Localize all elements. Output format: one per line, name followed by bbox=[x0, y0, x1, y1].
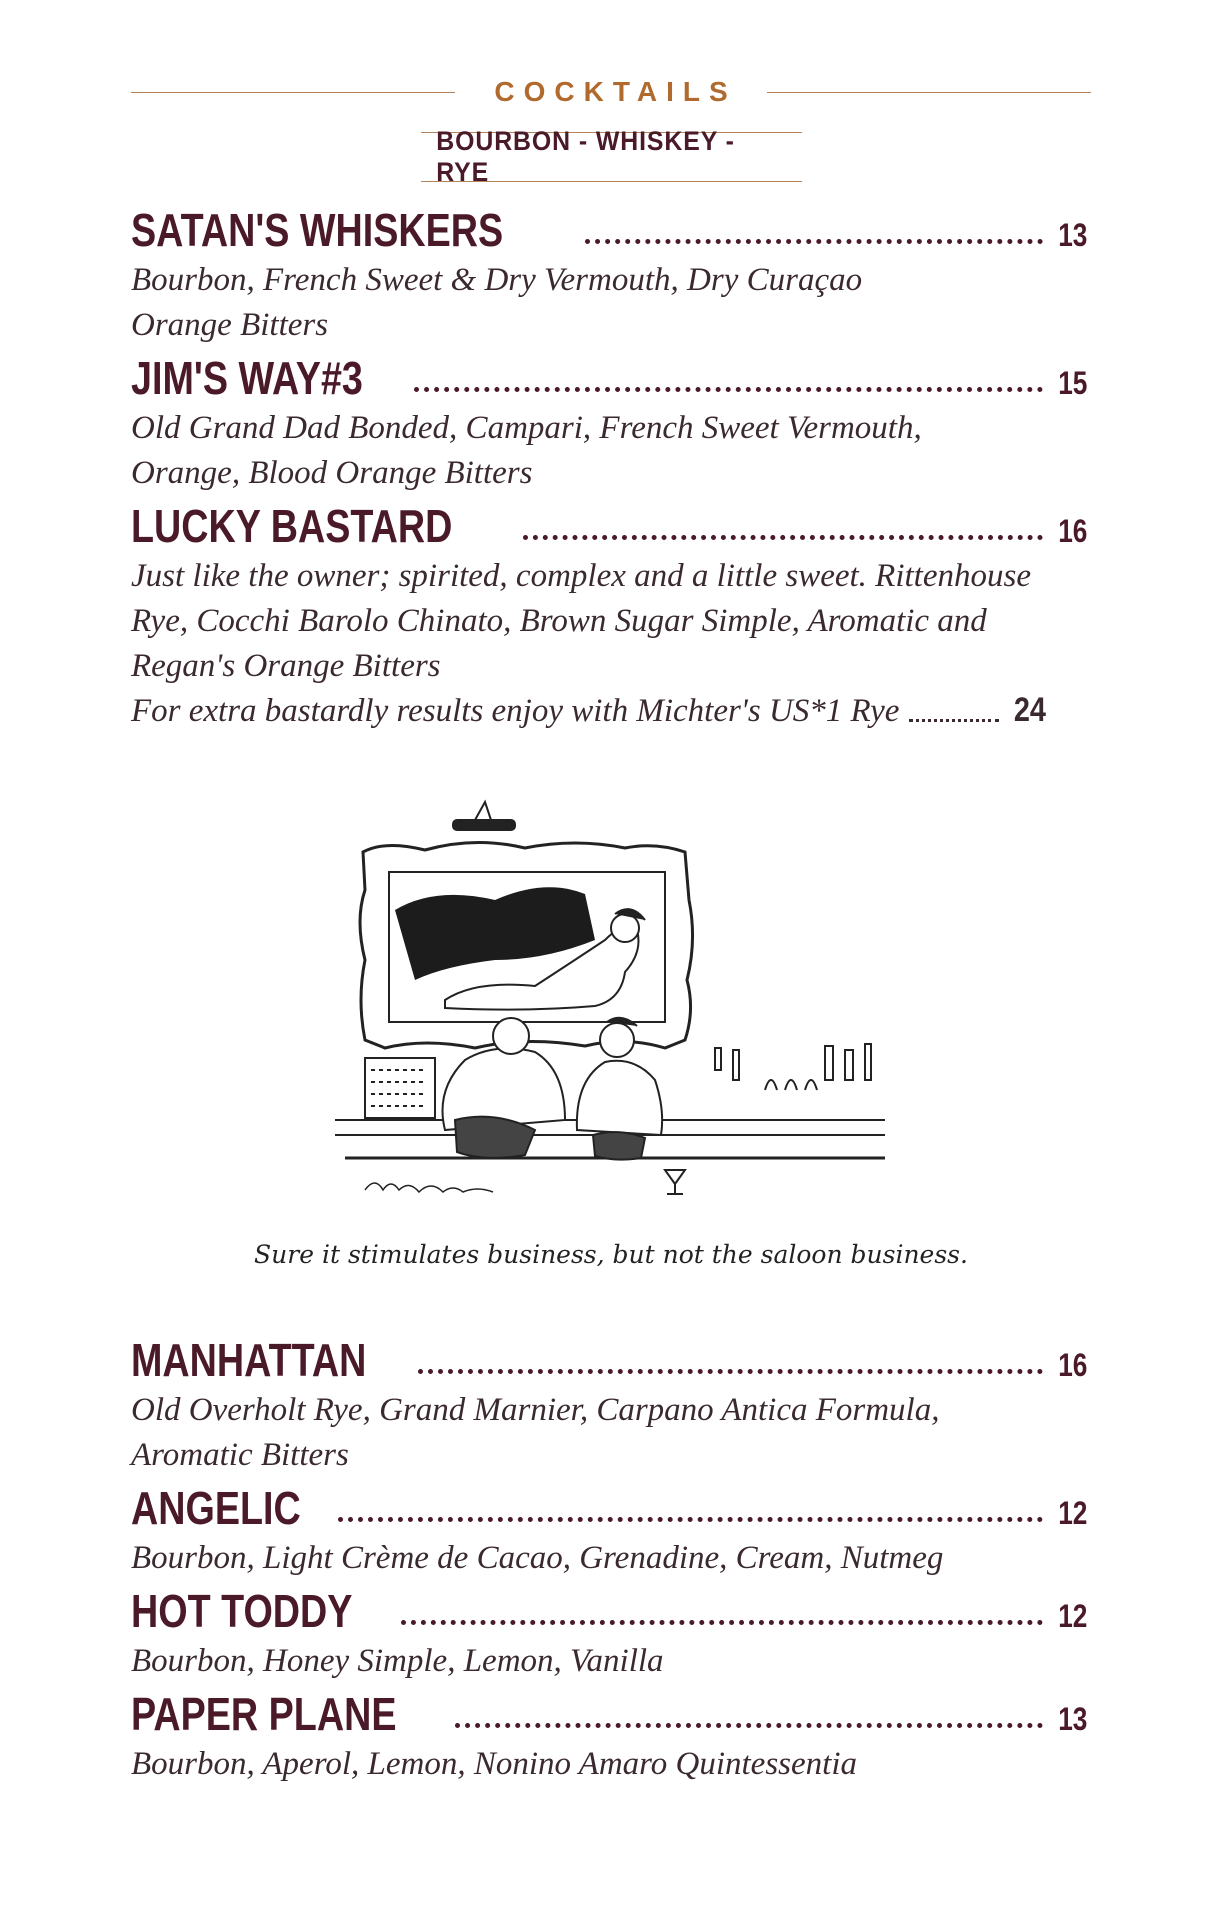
item-price: 12 bbox=[1058, 1598, 1088, 1634]
menu-item-satans-whiskers bbox=[131, 202, 1091, 348]
item-description: Old Overholt Rye, Grand Marnier, Carpano Antica Formula, Aromatic Bitters bbox=[131, 1392, 940, 1473]
item-price: 12 bbox=[1058, 1495, 1088, 1531]
item-name: PAPER PLANE bbox=[131, 1688, 397, 1740]
item-description: Bourbon, Aperol, Lemon, Nonino Amaro Quintessentia bbox=[131, 1746, 857, 1782]
menu-list-bottom bbox=[131, 1332, 1091, 1789]
dot-leader bbox=[585, 239, 1043, 244]
upgrade-price: 24 bbox=[1014, 691, 1047, 729]
item-upgrade-row bbox=[131, 689, 1091, 734]
artist-signature bbox=[365, 1183, 493, 1192]
menu-item-jims-way-3 bbox=[131, 350, 1091, 496]
dot-leader bbox=[418, 1369, 1043, 1374]
menu-item-angelic bbox=[131, 1480, 1091, 1581]
item-price: 16 bbox=[1058, 513, 1088, 549]
dot-leader bbox=[523, 535, 1044, 540]
section-title: COCKTAILS bbox=[494, 76, 737, 107]
item-price: 15 bbox=[1058, 365, 1088, 401]
cartoon-caption: Sure it stimulates business, but not the saloon business. bbox=[254, 1240, 968, 1269]
item-name: HOT TODDY bbox=[131, 1585, 353, 1637]
menu-list-top bbox=[131, 202, 1091, 736]
item-price: 16 bbox=[1058, 1347, 1088, 1383]
item-name: JIM'S WAY#3 bbox=[131, 352, 363, 404]
subsection-header bbox=[421, 126, 802, 187]
item-name: LUCKY BASTARD bbox=[131, 500, 453, 552]
bar-cartoon-illustration bbox=[325, 790, 895, 1230]
subsection-title: BOURBON - WHISKEY - RYE bbox=[436, 126, 735, 187]
item-description: Bourbon, French Sweet & Dry Vermouth, Dry Curaçao Orange Bitters bbox=[131, 262, 863, 343]
item-description: Just like the owner; spirited, complex and a little sweet. Rittenhouse Rye, Cocchi Barolo Chinato, Brown Sugar Simple, Aromatic and Regan's Orange Bitters bbox=[131, 558, 1031, 684]
item-price: 13 bbox=[1058, 1701, 1088, 1737]
item-description: Bourbon, Honey Simple, Lemon, Vanilla bbox=[131, 1643, 664, 1679]
dot-leader bbox=[909, 719, 999, 722]
item-name: SATAN'S WHISKERS bbox=[131, 204, 504, 256]
dot-leader bbox=[414, 387, 1044, 392]
dot-leader bbox=[338, 1517, 1043, 1522]
menu-item-hot-toddy bbox=[131, 1583, 1091, 1684]
item-description: Bourbon, Light Crème de Cacao, Grenadine, Cream, Nutmeg bbox=[131, 1540, 944, 1576]
item-name: ANGELIC bbox=[131, 1482, 301, 1534]
menu-item-lucky-bastard bbox=[131, 498, 1091, 734]
item-price: 13 bbox=[1058, 217, 1088, 253]
cartoon-drawing bbox=[325, 790, 895, 1230]
header-rule-left bbox=[131, 92, 455, 93]
item-name: MANHATTAN bbox=[131, 1334, 367, 1386]
item-description: Old Grand Dad Bonded, Campari, French Sweet Vermouth, Orange, Blood Orange Bitters bbox=[131, 410, 922, 491]
dot-leader bbox=[401, 1620, 1043, 1625]
menu-item-paper-plane bbox=[131, 1686, 1091, 1787]
dot-leader bbox=[455, 1723, 1044, 1728]
menu-item-manhattan bbox=[131, 1332, 1091, 1478]
upgrade-text: For extra bastardly results enjoy with Michter's US*1 Rye bbox=[131, 693, 900, 729]
section-header bbox=[131, 72, 1091, 112]
header-rule-right bbox=[767, 92, 1091, 93]
